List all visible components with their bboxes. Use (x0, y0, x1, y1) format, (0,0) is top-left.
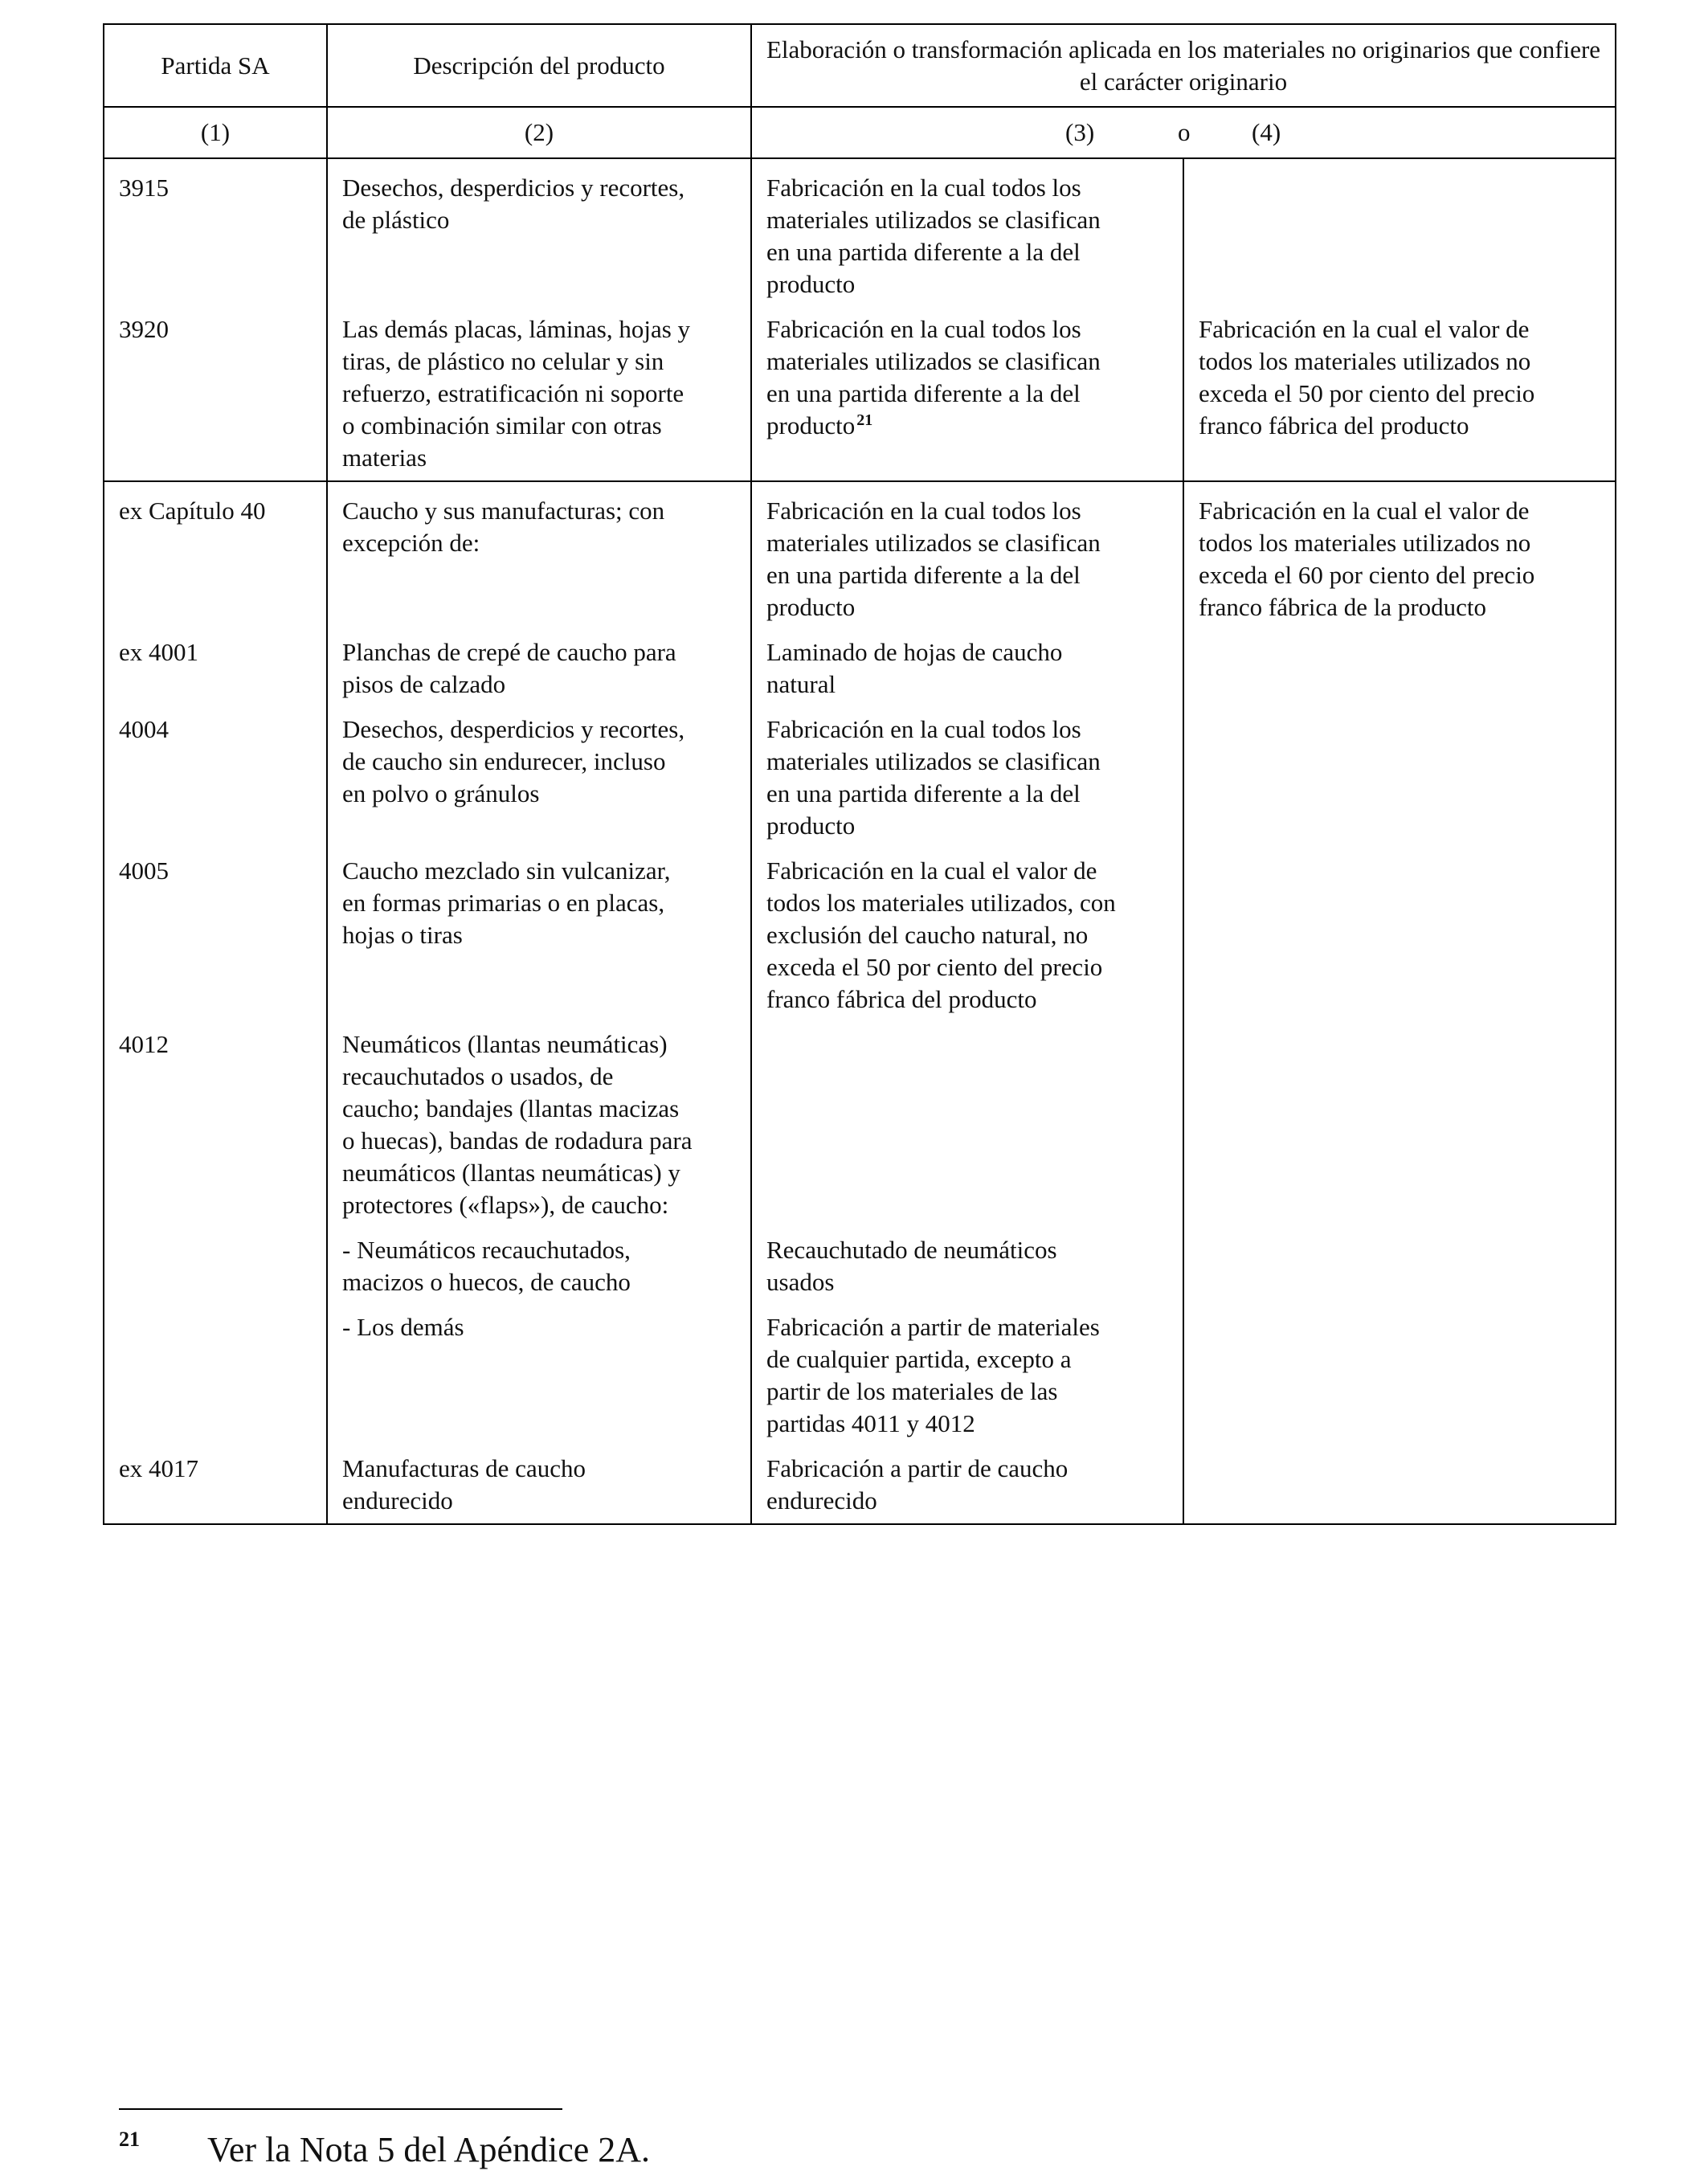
row-col3-text: materiales utilizados se clasifican (766, 529, 1101, 557)
row-description (342, 842, 736, 1016)
row-description-text: caucho; bandajes (llantas macizas (342, 1094, 680, 1122)
row-col3-line (766, 313, 1168, 345)
row-col3-line (766, 1311, 1168, 1343)
column-number-or: o (1178, 118, 1191, 146)
group2-col4-text (1199, 482, 1600, 623)
row-col4-line (1199, 345, 1600, 378)
row-description-line (342, 778, 736, 810)
row-col3-line (766, 268, 1168, 300)
row-col3 (766, 1016, 1168, 1221)
row-col3 (766, 701, 1168, 842)
row-description-line (342, 1189, 736, 1221)
column-number-3: (3) (1065, 118, 1095, 146)
row-col3-text: materiales utilizados se clasifican (766, 347, 1101, 375)
row-description-line (342, 527, 736, 559)
row-col3-line (766, 1266, 1168, 1298)
row-code (119, 482, 312, 623)
row-col3-text: Fabricación a partir de caucho (766, 1454, 1069, 1482)
row-code (119, 842, 312, 1016)
row-col3-line (766, 746, 1168, 778)
row-col3-text: materiales utilizados se clasifican (766, 747, 1101, 775)
column-number-4: (4) (1252, 118, 1281, 146)
row-description (342, 1221, 736, 1298)
row-description-line (342, 855, 736, 887)
row-code (119, 623, 312, 701)
row-description (342, 623, 736, 701)
row-description-text: Desechos, desperdicios y recortes, (342, 715, 685, 743)
row-description-text: Neumáticos (llantas neumáticas) (342, 1030, 668, 1058)
rules-of-origin-table (103, 23, 1616, 1525)
row-col3-text: Fabricación en la cual el valor de (766, 856, 1097, 885)
row-description-line (342, 1093, 736, 1125)
row-col3-text: partidas 4011 y 4012 (766, 1409, 975, 1437)
row-col3-line (766, 591, 1168, 623)
row-col4-line (1199, 313, 1600, 345)
row-description-text: refuerzo, estratificación ni soporte (342, 379, 684, 407)
row-col3-line (766, 919, 1168, 951)
footnote-ref-21: 21 (856, 411, 873, 429)
row-description-line (342, 1157, 736, 1189)
row-col3-line (766, 345, 1168, 378)
row-description-line (342, 313, 736, 345)
row-description (342, 159, 736, 300)
row-description-text: hojas o tiras (342, 921, 463, 949)
group1-codes (104, 158, 327, 481)
row-description-text: recauchutados o usados, de (342, 1062, 614, 1090)
group1-col3 (751, 158, 1183, 481)
row-col3-text: Fabricación en la cual todos los (766, 497, 1081, 525)
row-col3-text: producto (766, 593, 856, 621)
row-description-text: Caucho y sus manufacturas; con (342, 497, 665, 525)
row-description-text: Caucho mezclado sin vulcanizar, (342, 856, 671, 885)
column-number-3-4 (751, 107, 1616, 158)
row-col3-text: endurecido (766, 1486, 877, 1515)
row-col4-text: Fabricación en la cual el valor de (1199, 315, 1530, 343)
row-description-text: pisos de calzado (342, 670, 506, 698)
row-col3-line (766, 855, 1168, 887)
row-description-line (342, 204, 736, 236)
row-col3-line (766, 1343, 1168, 1376)
row-col3-text: producto (766, 811, 856, 840)
row-description (342, 300, 736, 474)
partida-code: 4005 (119, 856, 169, 885)
row-col3-text: producto (766, 270, 856, 298)
footnote-text: Ver la Nota 5 del Apéndice 2A. (207, 2130, 651, 2169)
row-description-line (342, 1061, 736, 1093)
row-description-text: materias (342, 444, 427, 472)
row-col3-text: Fabricación a partir de materiales (766, 1313, 1100, 1341)
group2-col4 (1183, 481, 1616, 1524)
row-description-line (342, 1266, 736, 1298)
row-description-text: de caucho sin endurecer, incluso (342, 747, 666, 775)
row-description-line (342, 495, 736, 527)
group2-col3 (751, 481, 1183, 1524)
group2-col4-text-line (1199, 495, 1600, 527)
column-number-1: (1) (104, 107, 327, 158)
row-col3-text: Fabricación en la cual todos los (766, 315, 1081, 343)
column-number-2: (2) (327, 107, 751, 158)
header-descripcion: Descripción del producto (327, 24, 751, 107)
table-header-row (104, 24, 1616, 107)
partida-code: ex 4001 (119, 638, 199, 666)
row-description-text: Las demás placas, láminas, hojas y (342, 315, 691, 343)
row-col3-text: en una partida diferente a la del (766, 238, 1081, 266)
partida-code: 3915 (119, 174, 169, 202)
partida-code: 3920 (119, 315, 169, 343)
row-col3 (766, 159, 1168, 300)
row-col3-text: Fabricación en la cual todos los (766, 715, 1081, 743)
row-col4-text: exceda el 50 por ciento del precio (1199, 379, 1535, 407)
row-col3 (766, 300, 1168, 474)
row-description-text: - Neumáticos recauchutados, (342, 1236, 631, 1264)
row-description-line (342, 1453, 736, 1485)
row-col3 (766, 842, 1168, 1016)
row-col3-line (766, 1485, 1168, 1517)
row-description-text: o huecas), bandas de rodadura para (342, 1126, 693, 1155)
row-col4-text: franco fábrica del producto (1199, 411, 1469, 439)
row-col3-text: exclusión del caucho natural, no (766, 921, 1089, 949)
group2-col4-text-line (1199, 591, 1600, 623)
table-group-caucho (104, 481, 1616, 1524)
header-partida-sa: Partida SA (104, 24, 327, 107)
row-description-text: protectores («flaps»), de caucho: (342, 1191, 669, 1219)
row-description-text: Planchas de crepé de caucho para (342, 638, 676, 666)
row-description-text: macizos o huecos, de caucho (342, 1268, 631, 1296)
row-col4-text: todos los materiales utilizados no (1199, 347, 1531, 375)
row-description-line (342, 713, 736, 746)
row-description-text: Desechos, desperdicios y recortes, (342, 174, 685, 202)
row-col3-line (766, 810, 1168, 842)
row-code (119, 1298, 312, 1440)
row-col3-line (766, 887, 1168, 919)
row-col3-line (766, 1234, 1168, 1266)
row-description-line (342, 378, 736, 410)
row-description-text: tiras, de plástico no celular y sin (342, 347, 664, 375)
row-col3-line (766, 527, 1168, 559)
row-description (342, 1440, 736, 1517)
row-col3-line (766, 668, 1168, 701)
footnote-number: 21 (119, 2128, 140, 2151)
row-col3 (766, 1221, 1168, 1298)
row-col3-text: en una partida diferente a la del (766, 779, 1081, 807)
row-description-line (342, 1234, 736, 1266)
row-col3-line (766, 236, 1168, 268)
row-col3 (766, 1440, 1168, 1517)
partida-code: ex 4017 (119, 1454, 199, 1482)
row-description-text: en polvo o gránulos (342, 779, 540, 807)
row-col3-line (766, 778, 1168, 810)
row-code (119, 1016, 312, 1221)
row-description (342, 1016, 736, 1221)
row-description-text: en formas primarias o en placas, (342, 889, 665, 917)
row-description-line (342, 887, 736, 919)
row-col3 (766, 623, 1168, 701)
group2-descriptions (327, 481, 751, 1524)
row-col3-text: franco fábrica del producto (766, 985, 1037, 1013)
row-col3-text: materiales utilizados se clasifican (766, 206, 1101, 234)
row-description-line (342, 668, 736, 701)
row-col3-line (766, 559, 1168, 591)
row-description-line (342, 442, 736, 474)
group1-col4 (1183, 158, 1616, 481)
row-description-line (342, 410, 736, 442)
group2-col4-text-line (1199, 527, 1600, 559)
row-description-text: - Los demás (342, 1313, 464, 1341)
row-col3 (766, 482, 1168, 623)
row-description-text: endurecido (342, 1486, 453, 1515)
row-description (342, 701, 736, 842)
row-description-text: de plástico (342, 206, 450, 234)
row-col3-line (766, 1408, 1168, 1440)
row-description (342, 482, 736, 623)
row-col3-text: Recauchutado de neumáticos (766, 1236, 1057, 1264)
group2-col4-text-line (1199, 559, 1600, 591)
row-description-line (342, 636, 736, 668)
row-code (119, 701, 312, 842)
row-col3-line (766, 983, 1168, 1016)
row-col3-text: natural (766, 670, 836, 698)
row-col3-line (766, 1453, 1168, 1485)
group2-codes (104, 481, 327, 1524)
group1-descriptions (327, 158, 751, 481)
header-elaboracion: Elaboración o transformación aplicada en los materiales no originarios que confiere el carácter originario (751, 24, 1616, 107)
group2-col4-text-text: exceda el 60 por ciento del precio (1199, 561, 1535, 589)
row-col3-text: en una partida diferente a la del (766, 561, 1081, 589)
row-code (119, 300, 312, 474)
row-col3-text: de cualquier partida, excepto a (766, 1345, 1072, 1373)
row-col3-text: Fabricación en la cual todos los (766, 174, 1081, 202)
row-description-line (342, 1125, 736, 1157)
row-col3-line (766, 636, 1168, 668)
partida-code: 4004 (119, 715, 169, 743)
row-description-line (342, 746, 736, 778)
row-col3-line (766, 410, 1168, 442)
row-description-line (342, 345, 736, 378)
group2-col4-text-text: Fabricación en la cual el valor de (1199, 497, 1530, 525)
row-code (119, 1221, 312, 1298)
row-col3-line (766, 951, 1168, 983)
row-description-line (342, 1311, 736, 1343)
row-col3-line (766, 204, 1168, 236)
partida-code: 4012 (119, 1030, 169, 1058)
table-group-plasticos (104, 158, 1616, 481)
row-col3-line (766, 172, 1168, 204)
row-col4 (1199, 159, 1600, 300)
row-col3-text: exceda el 50 por ciento del precio (766, 953, 1103, 981)
row-description-text: neumáticos (llantas neumáticas) y (342, 1159, 680, 1187)
row-col4-line (1199, 410, 1600, 442)
partida-code: ex Capítulo 40 (119, 497, 266, 525)
row-description-line (342, 172, 736, 204)
row-col3-line (766, 713, 1168, 746)
row-code (119, 1440, 312, 1517)
row-col3-line (766, 1376, 1168, 1408)
row-col3-text: partir de los materiales de las (766, 1377, 1058, 1405)
row-description-text: excepción de: (342, 529, 480, 557)
row-col3-text: en una partida diferente a la del (766, 379, 1081, 407)
row-col3-line (766, 378, 1168, 410)
group2-col4-text-text: franco fábrica de la producto (1199, 593, 1487, 621)
row-description-line (342, 919, 736, 951)
row-description-line (342, 1028, 736, 1061)
column-number-row (104, 107, 1616, 158)
row-col3-text: Laminado de hojas de caucho (766, 638, 1063, 666)
row-col4-line (1199, 378, 1600, 410)
row-col4 (1199, 300, 1600, 474)
row-description-text: o combinación similar con otras (342, 411, 662, 439)
row-description-text: Manufacturas de caucho (342, 1454, 586, 1482)
row-description-line (342, 1485, 736, 1517)
row-col3-text: todos los materiales utilizados, con (766, 889, 1116, 917)
row-description (342, 1298, 736, 1440)
row-code (119, 159, 312, 300)
row-col3 (766, 1298, 1168, 1440)
row-col3-text: usados (766, 1268, 835, 1296)
row-col3-line (766, 495, 1168, 527)
group2-col4-text-text: todos los materiales utilizados no (1199, 529, 1531, 557)
footnote-divider (119, 2108, 562, 2110)
row-col3-text: producto (766, 411, 856, 439)
